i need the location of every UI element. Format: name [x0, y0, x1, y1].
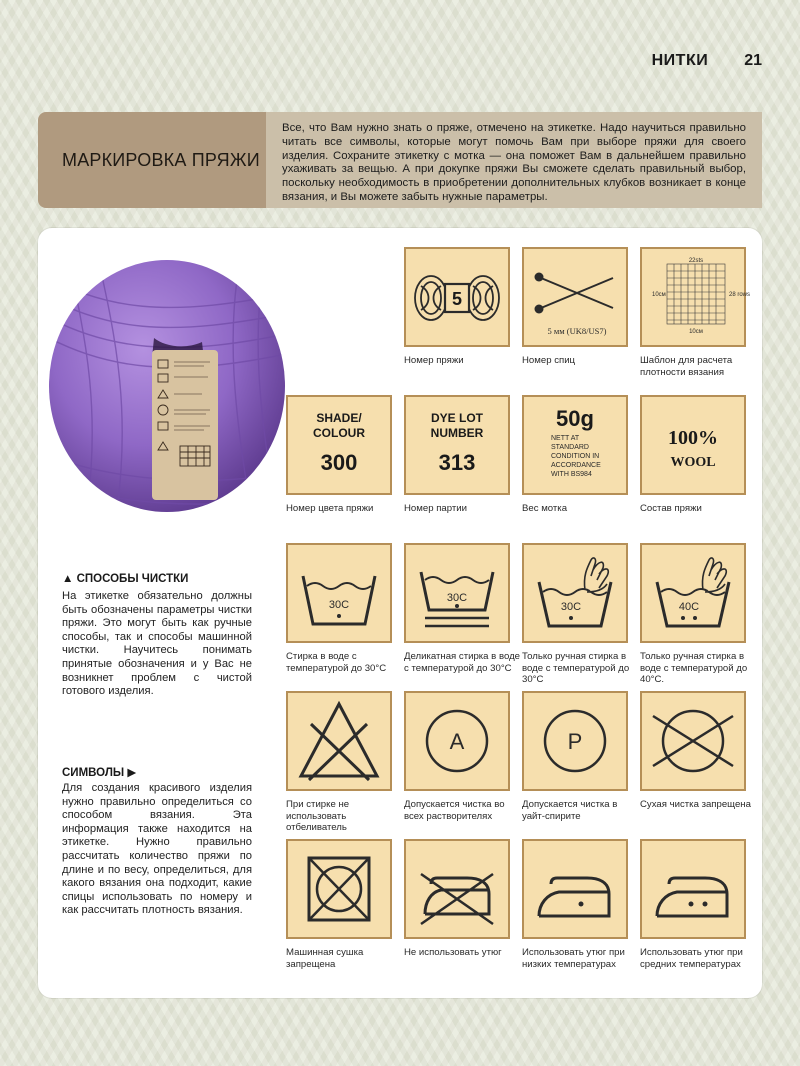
gauge-height: 10см — [652, 292, 666, 298]
card-dry-clean-p — [522, 691, 628, 791]
card-wash-delicate — [404, 543, 510, 643]
caption-no-bleach: При стирке не использовать отбеливатель — [286, 799, 350, 834]
weight-line-2: STANDARD — [551, 444, 589, 451]
wash-temp: 40C — [678, 601, 700, 613]
caption-no-iron: Не использовать утюг — [404, 947, 502, 958]
caption-no-dry-clean: Сухая чистка запрещена — [640, 799, 751, 810]
intro-banner — [38, 112, 762, 208]
yarn-skein-icon — [407, 250, 507, 344]
caption-hand-wash-40: Только ручная стирка в воде с температурой до 40°С. — [640, 651, 748, 686]
caption-iron-low: Использовать утюг при низких температурах — [522, 947, 625, 970]
card-yarn-number — [404, 247, 510, 347]
iron-low-icon — [525, 842, 625, 936]
caption-iron-medium: Использовать утюг при средних температурах — [640, 947, 743, 970]
gauge-stitches: 22sts — [688, 258, 704, 264]
hand-wash-icon — [643, 546, 743, 640]
caption-dry-clean-a: Допускается чистка во всех растворителях — [404, 799, 505, 822]
weight-line-5: WITH BS984 — [551, 471, 592, 478]
caption-yarn-number: Номер пряжи — [404, 355, 464, 366]
no-iron-icon — [407, 842, 507, 936]
yarn-ball-image — [44, 250, 290, 520]
composition-material: WOOL — [670, 455, 716, 470]
dry-clean-letter: A — [449, 729, 465, 754]
caption-wash-30: Стирка в воде с температурой до 30°С — [286, 651, 387, 674]
card-hand-wash-40 — [640, 543, 746, 643]
caption-weight: Вес мотка — [522, 503, 568, 514]
card-wash-30 — [286, 543, 392, 643]
caption-shade: Номер цвета пряжи — [286, 503, 374, 514]
card-no-iron — [404, 839, 510, 939]
dye-lot-value: 313 — [438, 450, 476, 475]
iron-medium-icon — [643, 842, 743, 936]
shade-label-2: COLOUR — [313, 426, 365, 440]
needle-size-label: 5 мм (UK8/US7) — [547, 326, 607, 336]
card-iron-medium — [640, 839, 746, 939]
cleaning-title: ▲ СПОСОБЫ ЧИСТКИ — [62, 573, 189, 585]
dye-lot-label-2: NUMBER — [430, 426, 484, 440]
dye-lot-label-1: DYE LOT — [430, 411, 484, 425]
card-no-tumble-dry — [286, 839, 392, 939]
wash-temp: 30C — [560, 601, 582, 613]
symbols-title: СИМВОЛЫ ▶ — [62, 767, 137, 779]
composition-percent: 100% — [668, 427, 718, 449]
gauge-grid-icon — [643, 250, 751, 344]
page-header — [652, 52, 762, 70]
caption-wash-delicate: Деликатная стирка в воде с температурой до 30°С — [404, 651, 520, 674]
section-heading: МАРКИРОВКА ПРЯЖИ — [62, 149, 260, 170]
gauge-width: 10см — [689, 329, 703, 335]
caption-needle-number: Номер спиц — [522, 355, 576, 366]
gauge-rows: 28 rows — [729, 292, 751, 298]
shade-label-1: SHADE/ — [316, 411, 362, 425]
dry-clean-circle-icon — [525, 694, 625, 788]
caption-gauge: Шаблон для расчета плотности вязания — [640, 355, 733, 378]
caption-dye-lot: Номер партии — [404, 503, 467, 514]
hand-wash-icon — [525, 546, 625, 640]
knitting-needles-icon — [525, 250, 625, 344]
intro-text: Все, что Вам нужно знать о пряже, отмечено на этикетке. Надо научиться правильно читать все символы, которые могут помочь Вам при выборе пряжи для своего изделия. Сохраните этикетку с мотка — она поможет Вам в дальнейшем правильно ухаживать за вещью. А при докупке пряжи Вы сможете сделать правильный выбор, поскольку необходимость в приобретении дополнительных клубков возникает в конце вязания, и Вы можете забыть нужные параметры. — [266, 112, 762, 208]
dry-clean-circle-icon — [407, 694, 507, 788]
no-tumble-dry-icon — [289, 842, 389, 936]
weight-line-3: CONDITION IN — [551, 453, 600, 460]
card-dye-lot — [404, 395, 510, 495]
no-dry-clean-icon — [643, 694, 743, 788]
no-bleach-icon — [289, 694, 389, 788]
delicate-wash-icon — [407, 546, 507, 640]
caption-hand-wash-30: Только ручная стирка в воде с температурой до 30°С — [522, 651, 630, 686]
card-composition — [640, 395, 746, 495]
card-needle-number — [522, 247, 628, 347]
card-no-dry-clean — [640, 691, 746, 791]
dry-clean-letter: P — [567, 729, 583, 754]
wash-tub-icon — [289, 546, 389, 640]
caption-composition: Состав пряжи — [640, 503, 702, 514]
wash-temp: 30C — [446, 592, 468, 604]
card-iron-low — [522, 839, 628, 939]
page-number: 21 — [744, 52, 762, 69]
card-hand-wash-30 — [522, 543, 628, 643]
card-dry-clean-a — [404, 691, 510, 791]
card-no-bleach — [286, 691, 392, 791]
caption-no-tumble-dry: Машинная сушка запрещена — [286, 947, 364, 970]
banner-title-box — [38, 112, 266, 208]
caption-dry-clean-p: Допускается чистка в уайт-спирите — [522, 799, 618, 822]
weight-line-1: NETT AT — [551, 435, 580, 442]
card-gauge — [640, 247, 751, 347]
symbols-text: Для создания красивого изделия нужно правильно определиться со способом вязания. Эта информация также находится на этикетке. Нужно правильно рассчитать количество пряжи по длине и по весу, определиться, для какого вязания она подходит, какие спицы использовать по номеру и как рассчитать плотность вязания. — [62, 782, 252, 917]
weight-line-4: ACCORDANCE — [551, 462, 601, 469]
yarn-number-value: 5 — [451, 289, 463, 309]
chapter-title: НИТКИ — [651, 52, 709, 69]
cleaning-text: На этикетке обязательно должны быть обозначены параметры чистки пряжи. Это могут быть как ручные способы, так и способы машинной чистки. Научитесь понимать принятые обозначения и у Вас не возникнет проблем с чистой готового изделия. — [62, 590, 252, 698]
card-shade — [286, 395, 392, 495]
weight-value: 50g — [556, 406, 594, 431]
card-weight — [522, 395, 628, 495]
yarn-label-band — [152, 350, 218, 500]
shade-value: 300 — [320, 450, 358, 475]
wash-temp: 30C — [328, 599, 350, 611]
